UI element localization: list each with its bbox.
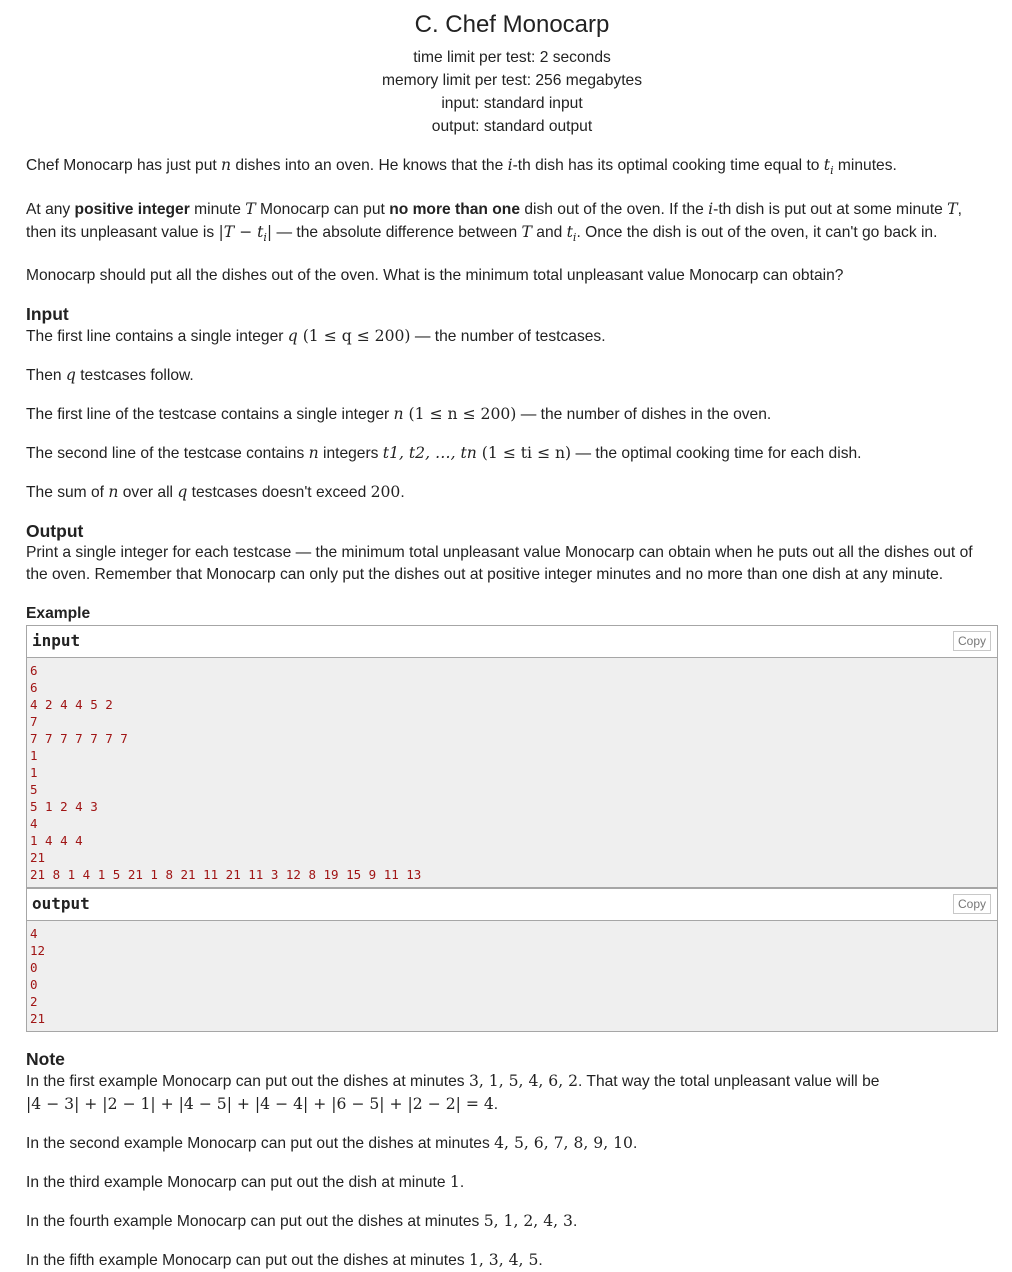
sample-input-box	[26, 625, 998, 888]
legend-paragraph-1	[26, 154, 998, 182]
math-abs: |T − t	[218, 223, 264, 242]
sample-line: 0	[30, 977, 38, 993]
input-heading: Input	[26, 304, 69, 325]
math-expression: |4 − 3| + |2 − 1| + |4 − 5| + |4 − 4| + |6 − 5| + |2 − 2| = 4	[26, 1095, 494, 1114]
sample-line: 4	[30, 926, 38, 942]
note-paragraph-1	[26, 1070, 998, 1116]
sample-line: 7	[30, 714, 38, 730]
copy-output-button[interactable]: Copy	[953, 894, 991, 914]
text: dishes into an oven. He knows that the	[231, 157, 508, 174]
text: .	[572, 1213, 578, 1231]
problem-page	[26, 10, 998, 1272]
text: and	[531, 224, 567, 242]
math-n: n	[221, 156, 232, 174]
sample-line: 1	[30, 748, 38, 764]
math-abs-end: |	[266, 223, 273, 242]
input-line-2	[26, 364, 998, 387]
text: — the absolute difference between	[272, 224, 522, 242]
problem-title: C. Chef Monocarp	[414, 11, 610, 38]
text: Chef Monocarp has just put	[26, 157, 222, 174]
text: — the optimal cooking time for each dish.	[571, 445, 862, 463]
text: At any	[26, 201, 75, 219]
sample-output-box	[26, 888, 998, 1032]
text: The second line of the testcase contains	[26, 445, 309, 463]
memory-limit: memory limit per test: 256 megabytes	[382, 72, 642, 89]
text: .	[493, 1096, 499, 1114]
math-sub-i: i	[830, 164, 834, 178]
sample-line: 21	[30, 1011, 46, 1027]
output-spec: output: standard output	[431, 118, 593, 135]
math-sub-i: i	[263, 231, 267, 245]
sample-line: 1 4 4 4	[30, 833, 83, 849]
math-minutes: 5, 1, 2, 4, 3	[483, 1212, 573, 1231]
text: minute	[189, 201, 246, 219]
sample-line: 6	[30, 680, 38, 696]
math-q: q	[65, 366, 76, 385]
math-i: i	[708, 200, 714, 219]
text: In the first example Monocarp can put out the dishes at minutes	[26, 1073, 469, 1091]
text: ,	[957, 201, 962, 219]
output-section	[26, 520, 998, 586]
time-limit: time limit per test: 2 seconds	[413, 49, 611, 66]
sample-input-label: input	[32, 631, 81, 651]
math-range: (1 ≤ q ≤ 200)	[297, 327, 411, 346]
sample-input-title	[27, 626, 997, 658]
legend-paragraph-2	[26, 198, 998, 249]
text: . That way the total unpleasant value will be	[578, 1073, 880, 1091]
text: -th dish is put out at some minute	[713, 201, 948, 219]
math-T: T	[947, 200, 958, 219]
sample-line: 6	[30, 663, 38, 679]
text: dish out of the oven. If the	[520, 201, 709, 219]
sample-line: 4 2 4 4 5 2	[30, 697, 113, 713]
text: .	[400, 484, 405, 502]
text: integers	[318, 445, 383, 463]
copy-input-button[interactable]: Copy	[953, 631, 991, 651]
text: In the fifth example Monocarp can put out the dishes at minutes	[26, 1252, 469, 1270]
text: — the number of dishes in the oven.	[516, 406, 772, 424]
text: Then	[26, 367, 66, 385]
legend	[26, 154, 998, 287]
problem-header	[26, 10, 998, 138]
note-heading: Note	[26, 1049, 65, 1070]
math-value: 200	[370, 483, 401, 502]
math-n: n	[308, 444, 319, 463]
sample-line: 21 8 1 4 1 5 21 1 8 21 11 21 11 3 12 8 19 15 9 11 13	[30, 867, 422, 883]
sample-output-content[interactable]	[27, 921, 997, 1031]
text: In the fourth example Monocarp can put out the dishes at minutes	[26, 1213, 484, 1231]
input-spec: input: standard input	[441, 95, 583, 112]
sample-line: 21	[30, 850, 46, 866]
text: testcases follow.	[75, 367, 194, 385]
text: -th dish has its optimal cooking time equal to	[512, 157, 824, 174]
example-label: Example	[26, 605, 91, 623]
sample-line: 1	[30, 765, 38, 781]
text: — the number of testcases.	[410, 328, 606, 346]
text: then its unpleasant value is	[26, 224, 219, 242]
bold-text: no more than one	[389, 201, 521, 219]
math-sub-i: i	[572, 231, 577, 245]
math-range: (1 ≤ ti ≤ n)	[476, 444, 572, 463]
math-minutes: 4, 5, 6, 7, 8, 9, 10	[494, 1134, 633, 1153]
note-paragraph-3	[26, 1171, 998, 1194]
math-q: q	[287, 327, 298, 346]
text: .	[632, 1135, 638, 1153]
math-q: q	[177, 483, 188, 502]
math-sequence: t1, t2, …, tn	[382, 444, 477, 463]
text: In the second example Monocarp can put out the dishes at minutes	[26, 1135, 495, 1153]
sample-line: 4	[30, 816, 38, 832]
math-range: (1 ≤ n ≤ 200)	[403, 405, 517, 424]
text: Monocarp can put	[255, 201, 390, 219]
math-minutes: 1, 3, 4, 5	[468, 1251, 539, 1270]
text: The sum of	[26, 484, 109, 502]
math-T: T	[245, 200, 256, 219]
sample-line: 5	[30, 782, 38, 798]
text: over all	[118, 484, 178, 502]
text: The first line of the testcase contains a single integer	[26, 406, 394, 424]
sample-line: 0	[30, 960, 38, 976]
sample-line: 7 7 7 7 7 7 7	[30, 731, 128, 747]
math-minutes: 1	[449, 1173, 460, 1192]
text: minutes.	[833, 157, 897, 174]
text: testcases doesn't exceed	[187, 484, 371, 502]
note-paragraph-4	[26, 1210, 998, 1233]
output-heading: Output	[26, 521, 84, 542]
math-i: i	[507, 156, 513, 174]
text: . Once the dish is out of the oven, it can't go back in.	[576, 224, 938, 242]
sample-line: 12	[30, 943, 46, 959]
input-line-3	[26, 403, 998, 426]
sample-output-title	[27, 888, 997, 921]
sample-output-label: output	[32, 894, 90, 914]
note-section	[26, 1048, 998, 1272]
input-line-1	[26, 325, 998, 348]
example-section	[26, 604, 998, 1032]
input-line-4	[26, 442, 998, 465]
input-section	[26, 303, 998, 504]
note-paragraph-5	[26, 1249, 998, 1272]
text: In the third example Monocarp can put out the dish at minute	[26, 1174, 450, 1192]
text: .	[538, 1252, 543, 1270]
math-T: T	[521, 223, 532, 242]
text: .	[459, 1174, 465, 1192]
sample-line: 5 1 2 4 3	[30, 799, 98, 815]
note-paragraph-2	[26, 1132, 998, 1155]
text: The first line contains a single integer	[26, 328, 288, 346]
sample-line: 2	[30, 994, 38, 1010]
math-n: n	[108, 483, 119, 502]
math-t: t	[566, 223, 573, 242]
math-minutes: 3, 1, 5, 4, 6, 2	[468, 1072, 579, 1091]
output-text: Print a single integer for each testcase — the minimum total unpleasant value Monocarp can obtain when he puts out all the dishes out of the oven. Remember that Monocarp can only put the dishes out at positive integer minutes and no more than one dish at any minute.	[26, 544, 973, 584]
bold-text: positive integer	[74, 201, 190, 219]
legend-paragraph-3: Monocarp should put all the dishes out of the oven. What is the minimum total unpleasant value Monocarp can obtain?	[26, 267, 844, 285]
math-t: t	[823, 156, 831, 174]
input-line-5	[26, 481, 998, 504]
sample-input-content[interactable]	[27, 658, 997, 887]
math-n: n	[393, 405, 404, 424]
